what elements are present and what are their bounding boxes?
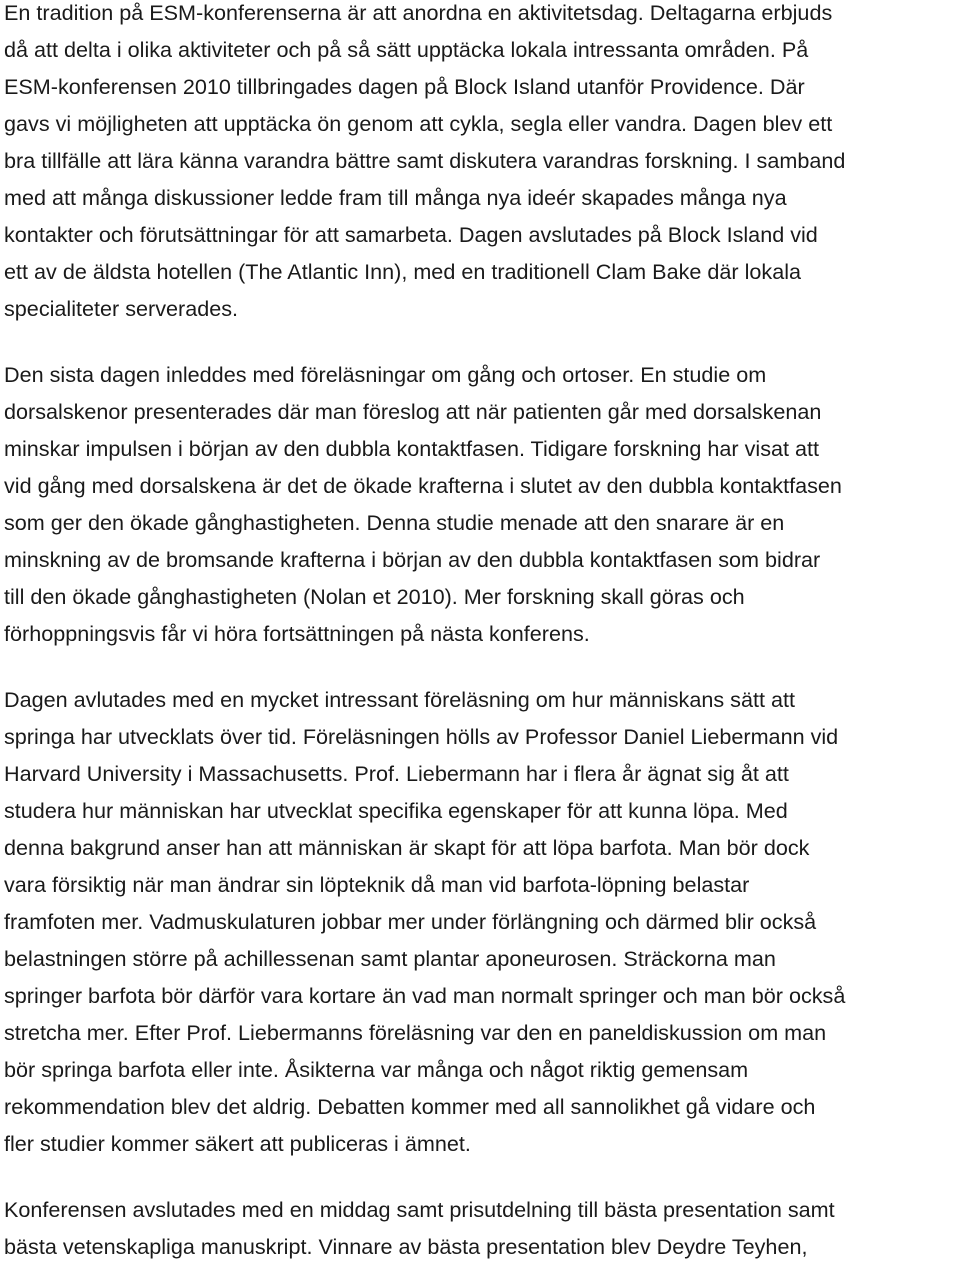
- text-line: studera hur människan har utvecklat specifika egenskaper för att kunna löpa. Med: [4, 798, 788, 823]
- paragraph-activity-day: [4, 0, 960, 327]
- text-line: ESM-konferensen 2010 tillbringades dagen på Block Island utanför Providence. Där: [4, 74, 805, 99]
- text-line: fler studier kommer säkert att publiceras i ämnet.: [4, 1131, 471, 1156]
- text-line: gavs vi möjligheten att upptäcka ön genom att cykla, segla eller vandra. Dagen blev ett: [4, 111, 833, 136]
- text-line: Harvard University i Massachusetts. Prof. Liebermann har i flera år ägnat sig åt att: [4, 761, 789, 786]
- text-line: till den ökade gånghastigheten (Nolan et 2010). Mer forskning skall göras och: [4, 584, 745, 609]
- text-line: förhoppningsvis får vi höra fortsättningen på nästa konferens.: [4, 621, 590, 646]
- text-line: belastningen större på achillessenan samt plantar aponeurosen. Sträckorna man: [4, 946, 776, 971]
- text-line: denna bakgrund anser han att människan är skapt för att löpa barfota. Man bör dock: [4, 835, 810, 860]
- paragraph-gap: [4, 652, 960, 681]
- text-line: bästa vetenskapliga manuskript. Vinnare av bästa presentation blev Deydre Teyhen,: [4, 1234, 808, 1259]
- text-line: dorsalskenor presenterades där man föreslog att när patienten går med dorsalskenan: [4, 399, 822, 424]
- text-line: stretcha mer. Efter Prof. Liebermanns föreläsning var den en paneldiskussion om man: [4, 1020, 827, 1045]
- text-line: Den sista dagen inleddes med föreläsningar om gång och ortoser. En studie om: [4, 362, 767, 387]
- text-line: springer barfota bör därför vara kortare än vad man normalt springer och man bör också: [4, 983, 846, 1008]
- text-line: ett av de äldsta hotellen (The Atlantic Inn), med en traditionell Clam Bake där lokala: [4, 259, 802, 284]
- text-line: framfoten mer. Vadmuskulaturen jobbar mer under förlängning och därmed blir också: [4, 909, 817, 934]
- text-line: kontakter och förutsättningar för att samarbeta. Dagen avslutades på Block Island vid: [4, 222, 818, 247]
- paragraph-lecture: [4, 681, 960, 1162]
- paragraph-conclusion: [4, 1191, 960, 1265]
- paragraph-last-day: [4, 356, 960, 652]
- text-line: Dagen avlutades med en mycket intressant föreläsning om hur människans sätt att: [4, 687, 795, 712]
- text-line: springa har utvecklats över tid. Föreläsningen hölls av Professor Daniel Liebermann vid: [4, 724, 839, 749]
- text-line: bör springa barfota eller inte. Åsikterna var många och något riktig gemensam: [4, 1057, 749, 1082]
- paragraph-gap: [4, 327, 960, 356]
- text-line: En tradition på ESM-konferenserna är att anordna en aktivitetsdag. Deltagarna erbjuds: [4, 0, 833, 25]
- text-line: Konferensen avslutades med en middag samt prisutdelning till bästa presentation samt: [4, 1197, 835, 1222]
- text-line: minskar impulsen i början av den dubbla kontaktfasen. Tidigare forskning har visat att: [4, 436, 820, 461]
- text-line: bra tillfälle att lära känna varandra bättre samt diskutera varandras forskning. I samband: [4, 148, 846, 173]
- text-line: vid gång med dorsalskena är det de ökade krafterna i slutet av den dubbla kontaktfasen: [4, 473, 842, 498]
- text-line: med att många diskussioner ledde fram till många nya ideér skapades många nya: [4, 185, 787, 210]
- text-line: rekommendation blev det aldrig. Debatten kommer med all sannolikhet gå vidare och: [4, 1094, 816, 1119]
- text-line: specialiteter serverades.: [4, 296, 239, 321]
- paragraph-gap: [4, 1162, 960, 1191]
- document-page: [4, 0, 960, 1265]
- text-line: minskning av de bromsande krafterna i början av den dubbla kontaktfasen som bidrar: [4, 547, 821, 572]
- text-line: vara försiktig när man ändrar sin löpteknik då man vid barfota-löpning belastar: [4, 872, 750, 897]
- text-line: då att delta i olika aktiviteter och på så sätt upptäcka lokala intressanta områden. På: [4, 37, 809, 62]
- text-line: som ger den ökade gånghastigheten. Denna studie menade att den snarare är en: [4, 510, 785, 535]
